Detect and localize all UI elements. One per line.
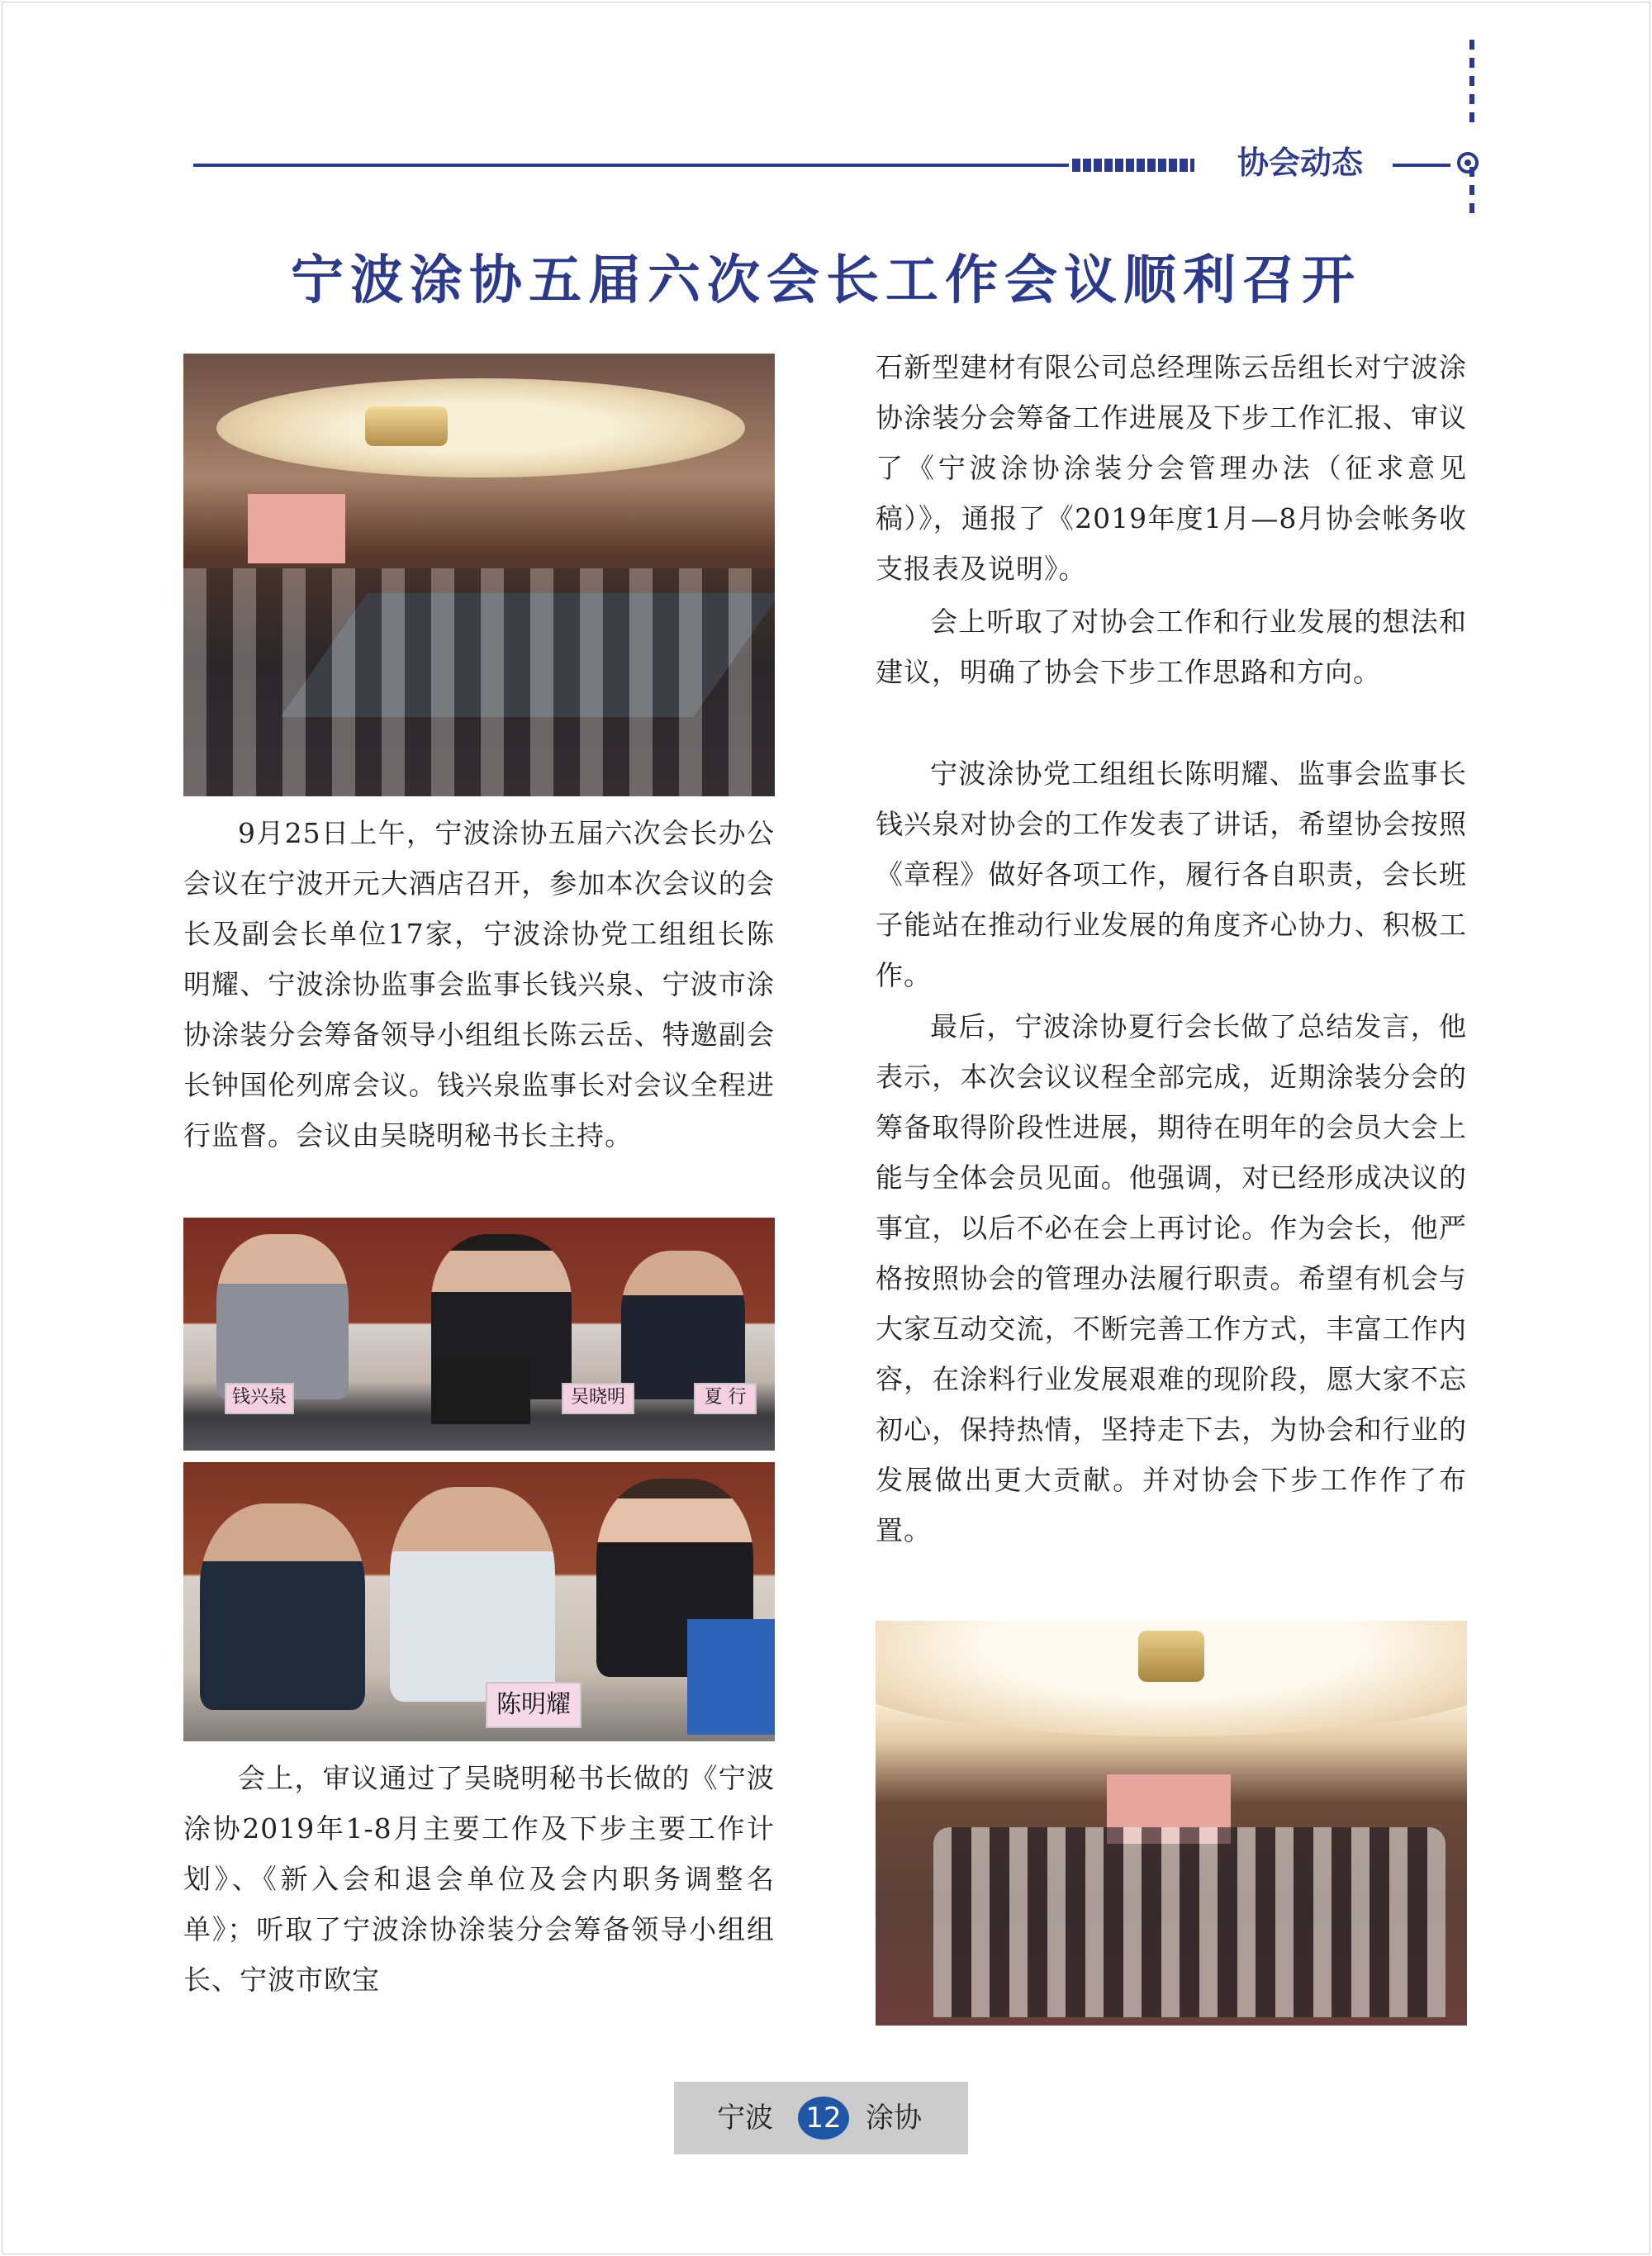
- laptop: [431, 1358, 530, 1424]
- left-paragraph-1: 9月25日上午，宁波涂协五届六次会长办公会议在宁波开元大酒店召开，参加本次会议的会长及副会长单位17家，宁波涂协党工组组长陈明耀、宁波涂协监事会监事长钱兴泉、宁波市涂协涂装分会筹备领导小组组长陈云岳、特邀副会长钟国伦列席会议。钱兴泉监事长对会议全程进行监督。会议由吴晓明秘书长主持。: [183, 817, 775, 1152]
- section-label: 协会动态: [1237, 145, 1364, 181]
- chandelier: [1138, 1631, 1204, 1682]
- attendees: [183, 568, 775, 796]
- right-paragraph-1: 石新型建材有限公司总经理陈云岳组长对宁波涂协涂装分会筹备工作进展及下步工作汇报、审议了《宁波涂协涂装分会管理办法（征求意见稿）》，通报了《2019年度1月—8月协会帐务收支报表及说明》。: [876, 351, 1467, 585]
- group-of-people: [933, 1827, 1446, 2017]
- target-circle-icon: [1457, 152, 1479, 173]
- nameplate: 陈明耀: [486, 1682, 582, 1728]
- person-right: [621, 1251, 745, 1399]
- footer-right-text: 涂协: [866, 2102, 922, 2135]
- ceiling-light: [216, 378, 745, 477]
- page-number-badge: 12: [798, 2097, 849, 2140]
- meeting-room-photo: [183, 354, 775, 796]
- footer-left-text: 宁波: [717, 2102, 773, 2135]
- officials-photo-2: [183, 1462, 775, 1741]
- group-photo: [876, 1621, 1467, 2026]
- header-rule-short: [1393, 164, 1450, 167]
- right-paragraph-4: 最后，宁波涂协夏行会长做了总结发言，他表示，本次会议议程全部完成，近期涂装分会的筹备取得阶段性进展，期待在明年的会员大会上能与全体会员见面。他强调，对已经形成决议的事宜，以后不必在会上再讨论。作为会长，他严格按照协会的管理办法履行职责。希望有机会与大家互动交流，不断完善工作方式，丰富工作内容，在涂料行业发展艰难的现阶段，愿大家不忘初心，保持热情，坚持走下去，为协会和行业的发展做出更大贡献。并对协会下步工作作了布置。: [876, 1010, 1467, 1546]
- nameplate: 钱兴泉: [225, 1383, 294, 1414]
- header-rule: [193, 164, 1069, 167]
- page-footer: [674, 2082, 968, 2154]
- chandelier: [365, 406, 448, 446]
- article-title: 宁波涂协五届六次会长工作会议顺利召开: [291, 250, 1361, 311]
- nameplate: 夏 行: [694, 1383, 757, 1414]
- person-left: [216, 1234, 349, 1399]
- right-paragraph-3: 宁波涂协党工组组长陈明耀、监事会监事长钱兴泉对协会的工作发表了讲话，希望协会按照《章程》做好各项工作，履行各自职责，会长班子能站在推动行业发展的角度齐心协力、积极工作。: [876, 758, 1467, 991]
- nameplate: 吴晓明: [562, 1383, 634, 1414]
- officials-photo-1: [183, 1218, 775, 1451]
- tablet: [687, 1619, 775, 1735]
- person-left: [200, 1503, 365, 1710]
- projection-screen: [248, 494, 345, 563]
- right-paragraph-2: 会上听取了对协会工作和行业发展的想法和建议，明确了协会下步工作思路和方向。: [876, 606, 1467, 688]
- person-center: [390, 1487, 555, 1702]
- header-square-pattern: [1072, 159, 1194, 172]
- left-paragraph-2: 会上，审议通过了吴晓明秘书长做的《宁波涂协2019年1-8月主要工作及下步主要工作计划》、《新入会和退会单位及会内职务调整名单》；听取了宁波涂协涂装分会筹备领导小组组长、宁波市欧宝: [183, 1762, 775, 1996]
